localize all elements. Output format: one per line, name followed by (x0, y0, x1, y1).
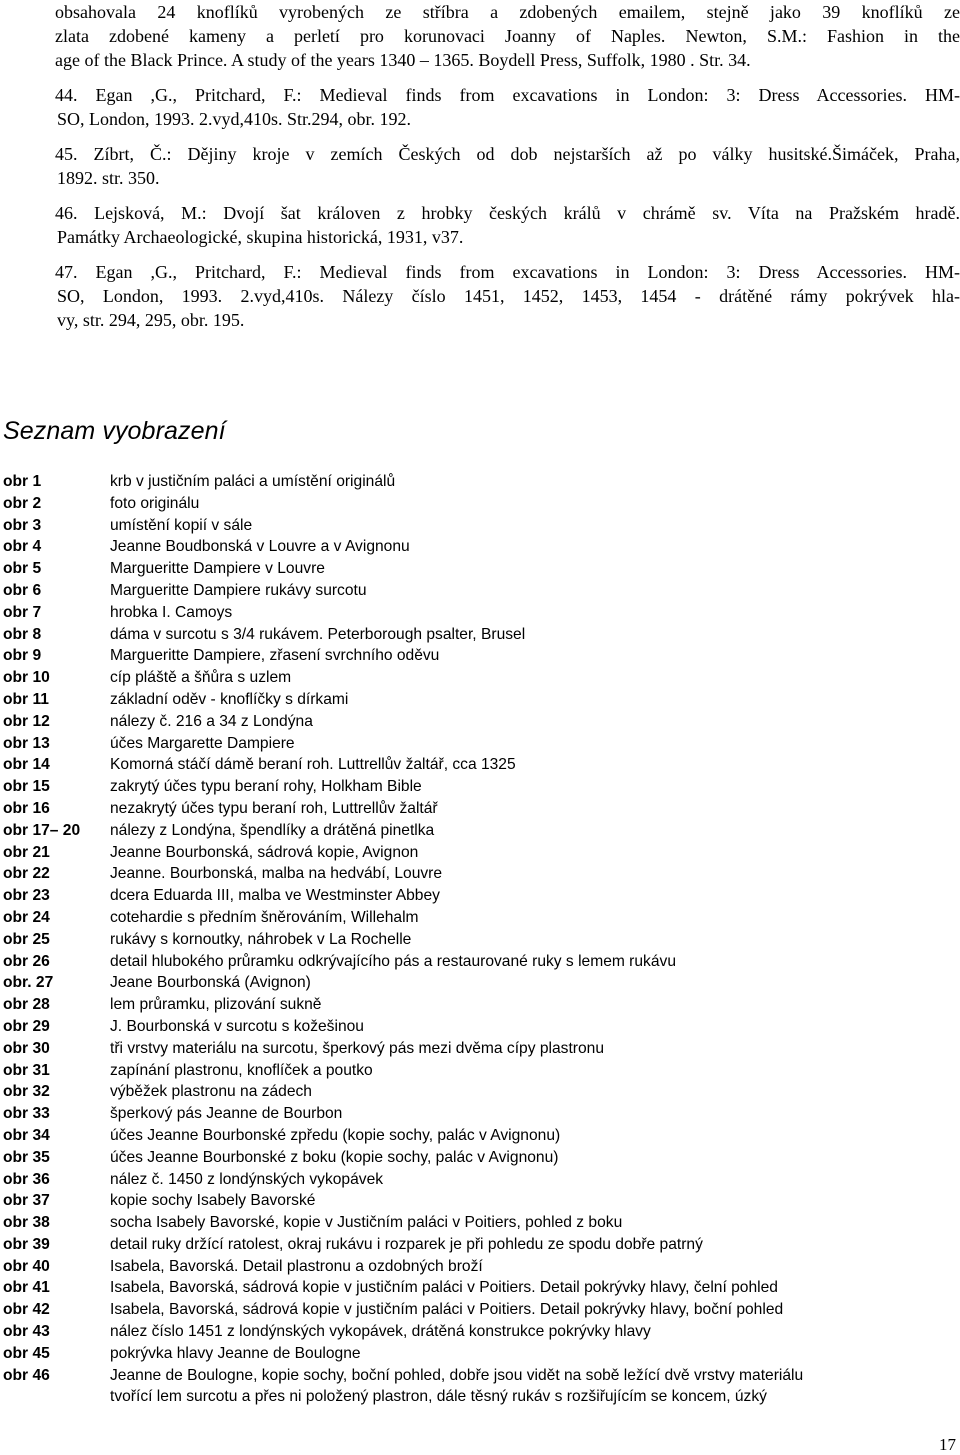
figure-list-item (3, 1256, 960, 1278)
figure-list-item (3, 994, 960, 1016)
figure-list-item (3, 733, 960, 755)
figure-list-item (3, 863, 960, 885)
figure-description: foto originálu (110, 494, 200, 512)
page-number: 17 (939, 1435, 956, 1454)
figure-number: obr 32 (3, 1083, 50, 1101)
figure-number: obr 9 (3, 647, 42, 665)
figure-number: obr 4 (3, 538, 42, 556)
figure-list-item (3, 624, 960, 646)
figure-description: nález č. 1450 z londýnských vykopávek (110, 1170, 384, 1188)
figure-description: lem průramku, plizování sukně (110, 996, 322, 1014)
figure-number: obr 34 (3, 1126, 50, 1144)
figure-description: výběžek plastronu na zádech (110, 1083, 312, 1101)
figure-number: obr 7 (3, 603, 42, 621)
figure-number: obr 17– 20 (3, 821, 81, 839)
reference-line: Památky Archaeologické, skupina historická, 1931, v37. (57, 227, 464, 247)
figure-description: nález číslo 1451 z londýnských vykopávek, drátěná konstrukce pokrývky hlavy (110, 1323, 651, 1341)
figure-list-item (3, 1147, 960, 1169)
figure-number: obr 5 (3, 560, 42, 578)
reference-line: zlata zdobené kameny a perletí pro korunovaci Joanny of Naples. Newton, S.M.: Fashion in the (55, 26, 960, 46)
figure-number: obr. 27 (3, 974, 54, 992)
reference-line: 47. Egan ,G., Pritchard, F.: Medieval finds from excavations in London: 3: Dress Accessories. HM- (55, 262, 960, 282)
figure-description: nálezy č. 216 a 34 z Londýna (110, 712, 313, 730)
figure-description: Jeanne Bourbonská, sádrová kopie, Avignon (110, 843, 419, 861)
figure-list-item (3, 558, 960, 580)
section-title: Seznam vyobrazení (3, 417, 226, 445)
figure-list-item (3, 1299, 960, 1321)
figure-description: cotehardie s předním šněrováním, Willehalm (110, 908, 419, 926)
figure-number: obr 8 (3, 625, 42, 643)
figure-list-item (3, 951, 960, 973)
figure-list-item (3, 1016, 960, 1038)
figure-number: obr 30 (3, 1039, 50, 1057)
figure-list-item (3, 689, 960, 711)
figure-description: pokrývka hlavy Jeanne de Boulogne (110, 1344, 361, 1362)
figure-description: rukávy s kornoutky, náhrobek v La Rochelle (110, 930, 412, 948)
figure-list-item (3, 907, 960, 929)
figure-description: nezakrytý účes typu beraní roh, Luttrellův žaltář (110, 799, 438, 817)
figure-description: kopie sochy Isabely Bavorské (110, 1192, 316, 1210)
figure-number: obr 21 (3, 843, 50, 861)
figure-list-item (3, 580, 960, 602)
figure-description: Margueritte Dampiere rukávy surcotu (110, 581, 367, 599)
figure-description: Isabela, Bavorská, sádrová kopie v justičním paláci v Poitiers. Detail pokrývky hlavy, boční pohled (110, 1301, 784, 1319)
figure-description: zapínání plastronu, knoflíček a poutko (110, 1061, 373, 1079)
figure-list-item (3, 820, 960, 842)
figure-list-item (3, 929, 960, 951)
reference-46 (55, 201, 960, 249)
figure-description: šperkový pás Jeanne de Bourbon (110, 1105, 343, 1123)
reference-47 (55, 260, 960, 332)
figure-description: Komorná stáčí dámě beraní roh. Luttrellův žaltář, cca 1325 (110, 756, 516, 774)
reference-line: obsahovala 24 knoflíků vyrobených ze stříbra a zdobených emailem, stejně jako 39 knoflíků ze (55, 2, 960, 22)
figure-description: Isabela, Bavorská. Detail plastronu a ozdobných broží (110, 1257, 483, 1275)
figure-description: dcera Eduarda III, malba ve Westminster Abbey (110, 887, 440, 905)
figure-list-item (3, 1038, 960, 1060)
figure-description: Jeane Bourbonská (Avignon) (110, 974, 311, 992)
figure-description: základní oděv - knoflíčky s dírkami (110, 690, 349, 708)
figure-number: obr 26 (3, 952, 50, 970)
figure-number: obr 6 (3, 581, 42, 599)
figure-list-item (3, 754, 960, 776)
figure-description: Jeanne de Boulogne, kopie sochy, boční pohled, dobře jsou vidět na sobě ležící dvě vrstvy materiálu (110, 1366, 804, 1384)
figure-number: obr 22 (3, 865, 50, 883)
figure-number: obr 31 (3, 1061, 50, 1079)
reference-44 (55, 83, 960, 131)
reference-line: 1892. str. 350. (57, 168, 160, 188)
figure-list-item (3, 667, 960, 689)
reference-line: SO, London, 1993. 2.vyd,410s. Nálezy číslo 1451, 1452, 1453, 1454 - drátěné rámy pokrývek hla- (57, 286, 960, 306)
figure-list-item (3, 1343, 960, 1365)
references-section (55, 0, 960, 343)
figure-list-item (3, 645, 960, 667)
figure-number: obr 11 (3, 690, 49, 708)
figure-description: krb v justičním paláci a umístění originálů (110, 473, 396, 490)
figure-number: obr 43 (3, 1323, 50, 1341)
figure-list-item (3, 602, 960, 624)
figure-number: obr 1 (3, 473, 42, 490)
figure-description: účes Margarette Dampiere (110, 734, 295, 752)
figure-list-item (3, 1081, 960, 1103)
figure-list-item (3, 1125, 960, 1147)
reference-continuation (55, 0, 960, 72)
figure-list-item (3, 515, 960, 537)
reference-line: 44. Egan ,G., Pritchard, F.: Medieval finds from excavations in London: 3: Dress Accessories. HM- (55, 85, 960, 105)
figure-number: obr 13 (3, 734, 50, 752)
reference-line: age of the Black Prince. A study of the years 1340 – 1365. Boydell Press, Suffolk, 1980 . Str. 34. (55, 50, 751, 70)
figure-list-item (3, 1365, 960, 1387)
figure-description: J. Bourbonská v surcotu s kožešinou (110, 1017, 364, 1035)
figure-number: obr 28 (3, 996, 50, 1014)
figure-description: zakrytý účes typu beraní rohy, Holkham Bible (110, 778, 422, 796)
figure-description: hrobka I. Camoys (110, 603, 233, 621)
figure-list-item (3, 471, 960, 493)
figure-description: Jeanne. Bourbonská, malba na hedvábí, Louvre (110, 865, 443, 883)
figure-list-item (3, 1169, 960, 1191)
figure-list-item (3, 1060, 960, 1082)
figure-number: obr 29 (3, 1017, 50, 1035)
figure-number: obr 33 (3, 1105, 50, 1123)
figure-description: Margueritte Dampiere v Louvre (110, 560, 325, 578)
figure-list-item (3, 1234, 960, 1256)
figure-number: obr 37 (3, 1192, 50, 1210)
figure-list (3, 471, 960, 1408)
figure-list-item (3, 1190, 960, 1212)
figure-number: obr 38 (3, 1214, 50, 1232)
figure-description: účes Jeanne Bourbonské z boku (kopie sochy, palác v Avignonu) (110, 1148, 559, 1166)
reference-line: 46. Lejsková, M.: Dvojí šat královen z hrobky českých králů v chrámě sv. Víta na Pražském hradě. (55, 203, 960, 223)
figure-description-continuation: tvořící lem surcotu a přes ni položený plastron, dále těsný rukáv s rozšiřujícím se koncem, úzký (110, 1388, 767, 1406)
figure-description: Margueritte Dampiere, zřasení svrchního oděvu (110, 647, 440, 665)
reference-line: vy, str. 294, 295, obr. 195. (57, 310, 245, 330)
figure-number: obr 40 (3, 1257, 50, 1275)
figure-number: obr 2 (3, 494, 42, 512)
figure-description: umístění kopií v sále (110, 516, 253, 534)
figure-number: obr 15 (3, 778, 50, 796)
figure-description: detail hlubokého průramku odkrývajícího pás a restaurované ruky s lemem rukávu (110, 952, 676, 970)
figure-list-item (3, 798, 960, 820)
figure-number: obr 14 (3, 756, 50, 774)
figure-number: obr 42 (3, 1301, 50, 1319)
figure-number: obr 36 (3, 1170, 50, 1188)
figure-description: tři vrstvy materiálu na surcotu, šperkový pás mezi dvěma cípy plastronu (110, 1039, 604, 1057)
figure-description: Jeanne Boudbonská v Louvre a v Avignonu (110, 538, 410, 556)
figure-list-item (3, 493, 960, 515)
figure-number: obr 35 (3, 1148, 50, 1166)
reference-line: 45. Zíbrt, Č.: Dějiny kroje v zemích Českých od dob nejstarších až po války husitské.Šimáček, Praha, (55, 144, 960, 164)
figure-description: nálezy z Londýna, špendlíky a drátěná pinetlka (110, 821, 435, 839)
figure-number: obr 10 (3, 669, 50, 687)
figure-description: cíp pláště a šňůra s uzlem (110, 669, 292, 687)
figure-description: detail ruky držící ratolest, okraj rukávu i rozparek je při pohledu ze spodu dobře patrný (110, 1235, 703, 1253)
figure-description: dáma v surcotu s 3/4 rukávem. Peterborough psalter, Brusel (110, 625, 526, 643)
figure-list-item (3, 1321, 960, 1343)
figure-number: obr 46 (3, 1366, 50, 1384)
figure-number: obr 3 (3, 516, 42, 534)
figure-number: obr 24 (3, 908, 50, 926)
figure-description: Isabela, Bavorská, sádrová kopie v justičním paláci v Poitiers. Detail pokrývky hlavy, čelní pohled (110, 1279, 778, 1297)
figure-number: obr 45 (3, 1344, 50, 1362)
figure-number: obr 41 (3, 1279, 50, 1297)
figure-list-item (3, 776, 960, 798)
figure-number: obr 12 (3, 712, 50, 730)
figure-list-item (3, 536, 960, 558)
figure-list-item (3, 885, 960, 907)
figure-description: socha Isabely Bavorské, kopie v Justičním paláci v Poitiers, pohled z boku (110, 1214, 623, 1232)
figure-list-item (3, 1212, 960, 1234)
figure-list-item (3, 711, 960, 733)
reference-line: SO, London, 1993. 2.vyd,410s. Str.294, obr. 192. (57, 109, 412, 129)
figure-list-item (3, 1103, 960, 1125)
figure-list-item (3, 1277, 960, 1299)
figure-number: obr 25 (3, 930, 50, 948)
figure-description: účes Jeanne Bourbonské zpředu (kopie sochy, palác v Avignonu) (110, 1126, 561, 1144)
figure-list-item (3, 842, 960, 864)
figure-number: obr 16 (3, 799, 50, 817)
figure-number: obr 39 (3, 1235, 50, 1253)
reference-45 (55, 142, 960, 190)
figure-number: obr 23 (3, 887, 50, 905)
figure-list-item (3, 972, 960, 994)
